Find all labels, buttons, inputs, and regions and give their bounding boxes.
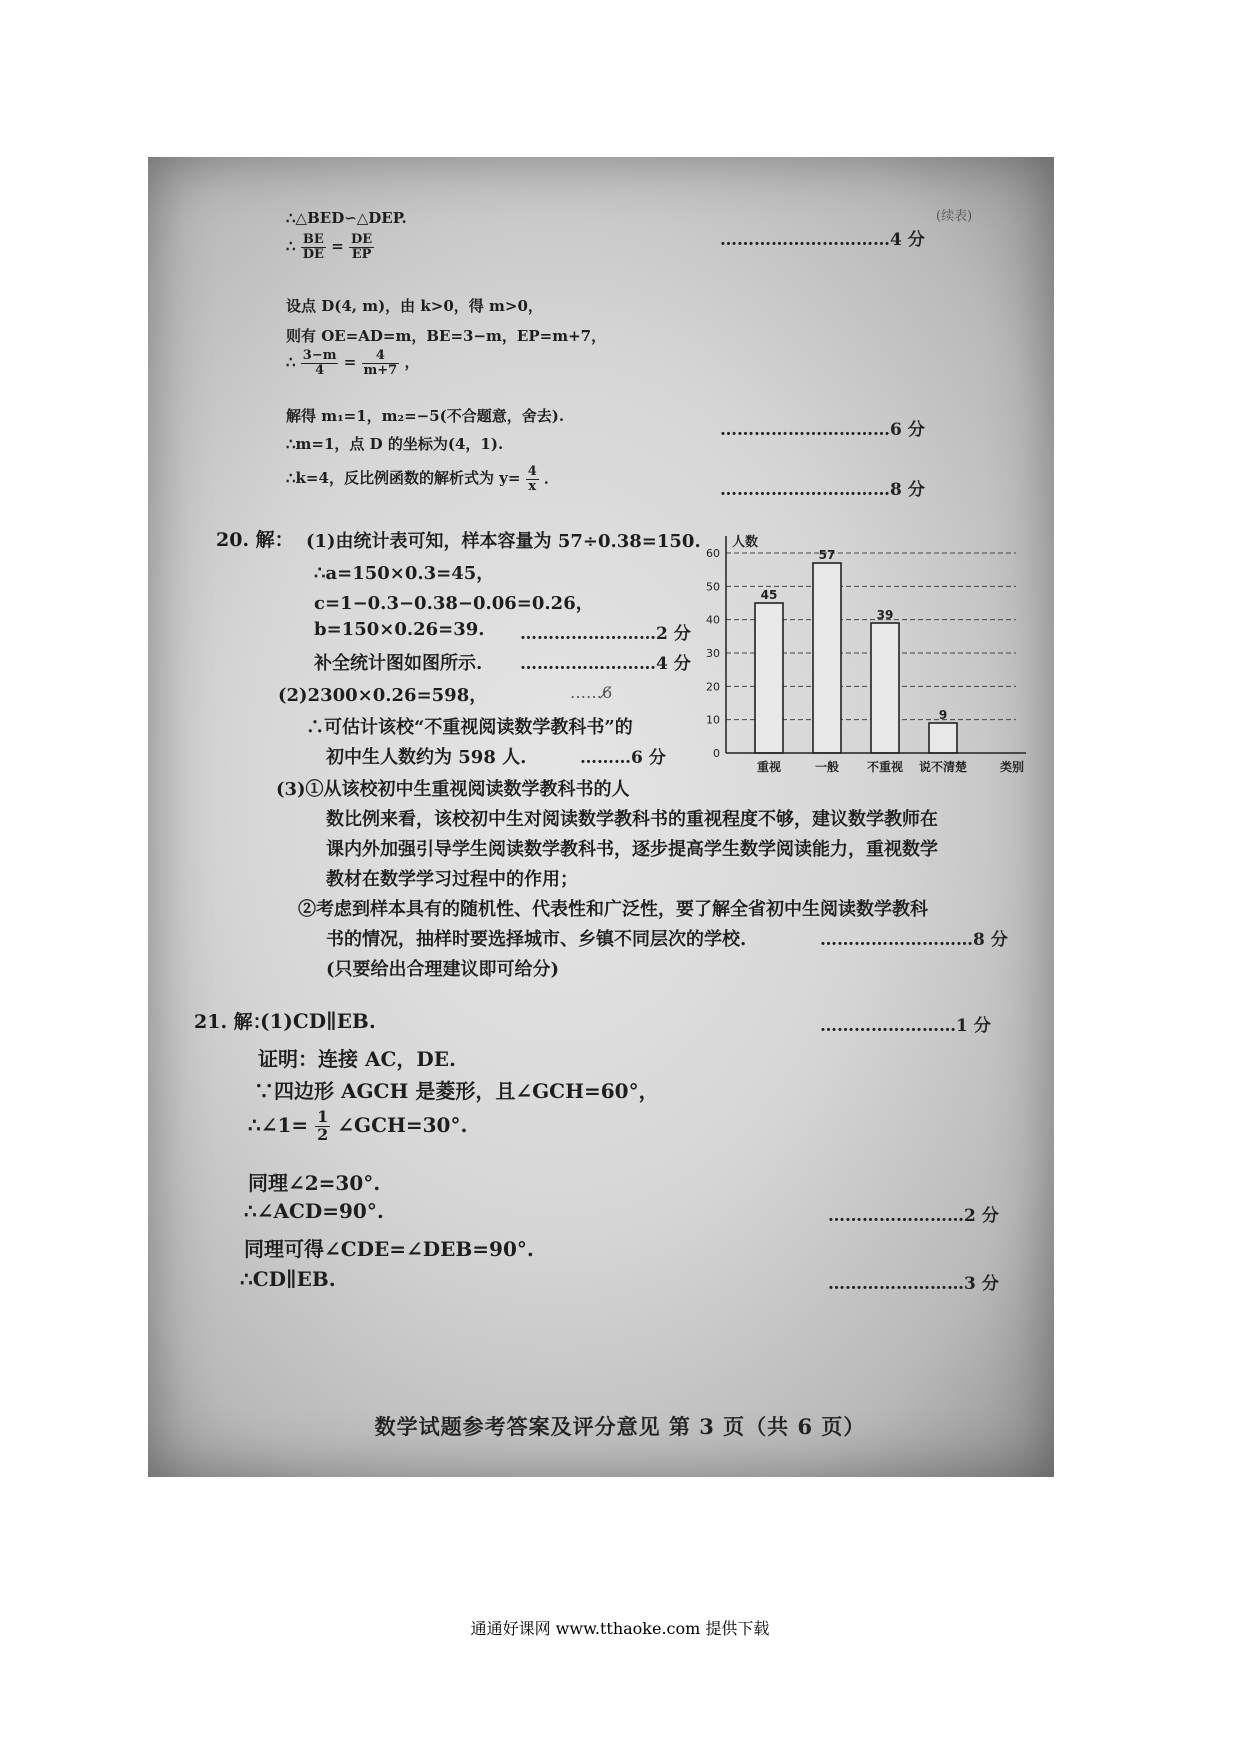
q21-score-2: ……………………2 分	[828, 1206, 999, 1226]
pencil-mark: ……6̸	[570, 683, 613, 702]
q21-line-5: 同理∠2=30°.	[248, 1171, 381, 1195]
bar-chart	[696, 528, 1036, 783]
bar-value-label-1: 45	[760, 588, 778, 602]
q20-line-10: 数比例来看，该校初中生对阅读数学教科书的重视程度不够，建议数学教师在	[326, 809, 938, 830]
q21-line-4: ∴∠1= $\frac{1}{2}$ ∠GCH=30°.	[248, 1107, 468, 1144]
half-fraction: $\frac{1}{2}$	[317, 1107, 329, 1144]
y-tick-label-10: 10	[706, 713, 720, 727]
y-tick-label-20: 20	[706, 680, 720, 694]
ratio-fraction-1: $\frac{BE}{DE}$	[302, 232, 324, 262]
q20-line-14: 书的情况，抽样时要选择城市、乡镇不同层次的学校.	[326, 929, 747, 950]
scanned-page-photo	[148, 157, 1054, 1477]
y-tick-label-0: 0	[713, 747, 720, 760]
corner-stamp: (续表)	[936, 209, 973, 224]
y-axis-label: 人数	[732, 535, 759, 550]
y-tick-label-60: 60	[706, 547, 720, 560]
similar-triangles-line: ∴△BED∽△DEP.	[286, 209, 407, 227]
bar-value-label-3: 39	[876, 608, 894, 622]
lengths-line: 则有 OE=AD=m，BE=3−m，EP=m+7，	[286, 327, 607, 345]
set-point-line: 设点 D(4, m)，由 k>0，得 m>0，	[286, 297, 543, 315]
bar-2	[813, 563, 841, 753]
y-tick-label-40: 40	[706, 613, 720, 627]
q20-line-15: (只要给出合理建议即可给分)	[326, 959, 560, 980]
q21-line-3: ∵四边形 AGCH 是菱形，且∠GCH=60°，	[254, 1079, 659, 1103]
q21-score-1: ……………………1 分	[820, 1016, 991, 1036]
q20-line-2: ∴a=150×0.3=45，	[314, 563, 495, 584]
q21-line-7: 同理可得∠CDE=∠DEB=90°.	[244, 1237, 534, 1261]
category-label-3: 不重视	[866, 760, 904, 774]
q20-number: 20. 解：	[216, 529, 294, 551]
q20-line-8: 初中生人数约为 598 人.	[326, 747, 527, 768]
point-d-line: ∴m=1，点 D 的坐标为(4，1).	[286, 435, 504, 453]
q20-line-3: c=1−0.3−0.38−0.06=0.26，	[314, 593, 594, 614]
q20-line-6: (2)2300×0.26=598，	[278, 685, 488, 706]
q20-line-7: ∴可估计该校“不重视阅读数学教科书”的	[306, 717, 633, 738]
download-caption: 通通好课网 www.tthaoke.com 提供下载	[470, 1619, 770, 1638]
category-label-1: 重视	[756, 760, 782, 774]
q20-line-9: (3)①从该校初中生重视阅读数学教科书的人	[276, 779, 630, 800]
solve-line: 解得 m₁=1，m₂=−5(不合题意，舍去).	[286, 407, 565, 425]
y-tick-label-50: 50	[706, 580, 720, 594]
x-axis-label: 类别	[999, 760, 1024, 774]
q20-line-1: (1)由统计表可知，样本容量为 57÷0.38=150.	[306, 531, 701, 552]
q20-score-4: ……………………4 分	[520, 654, 691, 674]
ratio-line: ∴ $\frac{BE}{DE}$ = $\frac{DE}{EP}$	[286, 232, 373, 262]
bar-value-label-4: 9	[938, 708, 948, 722]
q21-number: 21. 解：	[194, 1011, 272, 1033]
q21-line-6: ∴∠ACD=90°.	[244, 1199, 384, 1223]
ratio-fraction-2: $\frac{DE}{EP}$	[351, 232, 373, 262]
function-line: ∴k=4，反比例函数的解析式为 y= $\frac{4}{x}$ ．	[286, 464, 559, 494]
q20-line-12: 教材在数学学习过程中的作用；	[326, 869, 578, 890]
category-label-2: 一般	[814, 760, 840, 774]
category-label-4: 说不清楚	[918, 760, 968, 774]
score-8: …………………………8 分	[720, 480, 925, 500]
function-fraction: $\frac{4}{x}$	[527, 464, 537, 494]
q21-line-2: 证明：连接 AC，DE.	[258, 1047, 456, 1071]
q20-score-2: ……………………2 分	[520, 624, 691, 644]
bar-4	[929, 723, 957, 753]
q21-score-3: ……………………3 分	[828, 1274, 999, 1294]
equation-line: ∴ $\frac{3-m}{4}$ = $\frac{4}{m+7}$ ，	[286, 348, 420, 378]
equation-fraction-1: $\frac{3-m}{4}$	[302, 348, 337, 378]
y-tick-label-30: 30	[706, 647, 720, 660]
q21-line-8: ∴CD∥EB.	[240, 1267, 336, 1291]
page-footer: 数学试题参考答案及评分意见 第 3 页（共 6 页）	[374, 1414, 866, 1439]
q20-line-4: b=150×0.26=39.	[314, 619, 485, 640]
q20-score-8: ………………………8 分	[820, 930, 1008, 950]
score-6: …………………………6 分	[720, 420, 925, 440]
q21-line-1: (1)CD∥EB.	[260, 1009, 376, 1033]
q20-line-5: 补全统计图如图所示.	[314, 653, 483, 674]
bar-value-label-2: 57	[818, 548, 836, 562]
q20-line-11: 课内外加强引导学生阅读数学教科书，逐步提高学生数学阅读能力，重视数学	[326, 839, 938, 860]
score-4: …………………………4 分	[720, 230, 925, 250]
q20-line-13: ②考虑到样本具有的随机性、代表性和广泛性，要了解全省初中生阅读数学教科	[298, 899, 928, 920]
q20-score-6: ………6 分	[580, 748, 666, 768]
bar-1	[755, 603, 783, 753]
equation-fraction-2: $\frac{4}{m+7}$	[363, 348, 398, 378]
bar-3	[871, 623, 899, 753]
